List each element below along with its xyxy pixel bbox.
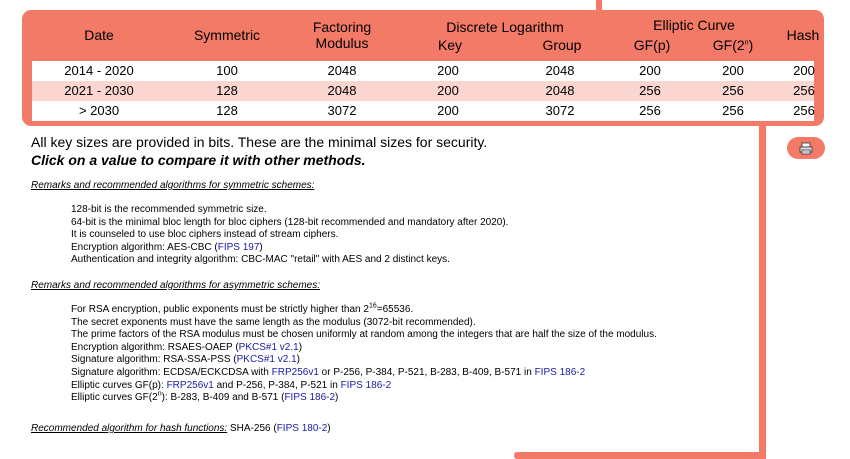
cell-hash[interactable]: 256 — [793, 83, 815, 98]
hash-remarks: Recommended algorithm for hash functions: SHA-256 (FIPS 180-2) — [31, 423, 331, 434]
list-item: Signature algorithm: RSA-SSA-PSS (PKCS#1 v2.1) — [71, 354, 301, 366]
fips-186-2-link[interactable]: FIPS 186-2 — [340, 379, 392, 391]
header-dlog-key: Key — [437, 37, 463, 53]
cell-date: 2014 - 2020 — [64, 63, 134, 78]
info-text-click-hint: Click on a value to compare it with other methods. — [31, 152, 366, 168]
decorative-connector-right — [759, 118, 766, 459]
header-ec-gf2n: GF(2$^n$) — [712, 37, 754, 53]
cell-hash[interactable]: 200 — [793, 63, 815, 78]
fips-186-2-link[interactable]: FIPS 186-2 — [284, 392, 336, 404]
cell-dlog-key[interactable]: 200 — [437, 103, 459, 118]
cell-symmetric[interactable]: 128 — [216, 103, 238, 118]
fips-197-link[interactable]: FIPS 197 — [217, 241, 260, 253]
fips-186-2-link[interactable]: FIPS 186-2 — [534, 366, 586, 378]
cell-hash[interactable]: 256 — [793, 103, 815, 118]
printer-icon — [799, 142, 813, 155]
decorative-connector-bottom — [514, 452, 766, 459]
cell-factoring[interactable]: 2048 — [327, 63, 357, 78]
cell-factoring[interactable]: 3072 — [327, 103, 357, 118]
frp256v1-link[interactable]: FRP256v1 — [271, 366, 319, 378]
cell-ec-gf2n[interactable]: 256 — [722, 83, 744, 98]
cell-dlog-group[interactable]: 3072 — [545, 103, 575, 118]
pkcs1-link[interactable]: PKCS#1 v2.1 — [238, 341, 299, 353]
header-ec-gfp: GF(p) — [633, 37, 671, 53]
header-symmetric: Symmetric — [193, 27, 261, 43]
list-item: Elliptic curves GF(2$^n$): B-283, B-409 and B-571 (FIPS 186-2) — [71, 390, 339, 404]
cell-ec-gf2n[interactable]: 256 — [722, 103, 744, 118]
table-row — [32, 101, 814, 121]
header-discrete-log: Discrete Logarithm — [446, 19, 564, 35]
symmetric-remarks-title: Remarks and recommended algorithms for symmetric schemes: — [31, 180, 315, 191]
asymmetric-remarks-title: Remarks and recommended algorithms for asymmetric schemes: — [31, 280, 320, 291]
header-hash: Hash — [786, 27, 820, 43]
list-item: Elliptic curves GF(p): FRP256v1 and P-256, P-384, P-521 in FIPS 186-2 — [71, 379, 392, 391]
cell-ec-gf2n[interactable]: 200 — [722, 63, 744, 78]
cell-dlog-group[interactable]: 2048 — [545, 83, 575, 98]
frp256v1-link[interactable]: FRP256v1 — [166, 379, 214, 391]
cell-date: 2021 - 2030 — [64, 83, 134, 98]
list-item: 128-bit is the recommended symmetric size. — [71, 204, 267, 215]
info-text-bits: All key sizes are provided in bits. These are the minimal sizes for security. — [31, 134, 488, 150]
list-item: The prime factors of the RSA modulus must be chosen uniformly at random among the integers that are half the size of the modulus. — [71, 329, 657, 341]
list-item: Authentication and integrity algorithm: CBC-MAC "retail" with AES and 2 distinct keys. — [71, 254, 450, 266]
asymmetric-remarks-list — [71, 304, 657, 405]
list-item: Signature algorithm: ECDSA/ECKCDSA with FRP256v1 or P-256, P-384, P-521, B-283, B-409, B-571 in FIPS 186-2 — [71, 366, 586, 378]
table-body — [32, 61, 814, 121]
header-date: Date — [84, 27, 114, 43]
cell-symmetric[interactable]: 128 — [216, 83, 238, 98]
list-item: 64-bit is the minimal bloc length for bloc ciphers (128-bit recommended and mandatory after 2020). — [71, 216, 509, 228]
list-item: Encryption algorithm: AES-CBC (FIPS 197) — [71, 241, 263, 253]
cell-dlog-key[interactable]: 200 — [437, 63, 459, 78]
cell-date: > 2030 — [78, 103, 120, 118]
fips-180-2-link[interactable]: FIPS 180-2 — [276, 423, 328, 434]
key-size-table — [22, 10, 824, 126]
header-modulus: Modulus — [315, 35, 369, 51]
cell-ec-gfp[interactable]: 256 — [639, 103, 661, 118]
symmetric-remarks-list — [71, 204, 508, 267]
print-button[interactable] — [787, 137, 825, 159]
table-row — [32, 81, 814, 101]
cell-dlog-key[interactable]: 200 — [437, 83, 459, 98]
header-dlog-group: Group — [542, 37, 582, 53]
cell-symmetric[interactable]: 100 — [216, 63, 238, 78]
list-item: The secret exponents must have the same length as the modulus (3072-bit recommended). — [71, 316, 476, 328]
cell-ec-gfp[interactable]: 256 — [639, 83, 661, 98]
header-elliptic-curve: Elliptic Curve — [653, 17, 735, 33]
table-row — [32, 61, 814, 81]
list-item: For RSA encryption, public exponents must be strictly higher than $2^{16}=65536$. — [71, 302, 414, 315]
cell-ec-gfp[interactable]: 200 — [639, 63, 661, 78]
header-factoring: Factoring — [312, 19, 372, 35]
cell-factoring[interactable]: 2048 — [327, 83, 357, 98]
cell-dlog-group[interactable]: 2048 — [545, 63, 575, 78]
list-item: Encryption algorithm: RSAES-OAEP (PKCS#1 v2.1) — [71, 341, 303, 353]
list-item: It is counseled to use bloc ciphers instead of stream ciphers. — [71, 229, 339, 241]
hash-remarks-title: Recommended algorithm for hash functions: — [31, 423, 228, 434]
pkcs1-link[interactable]: PKCS#1 v2.1 — [236, 354, 297, 366]
